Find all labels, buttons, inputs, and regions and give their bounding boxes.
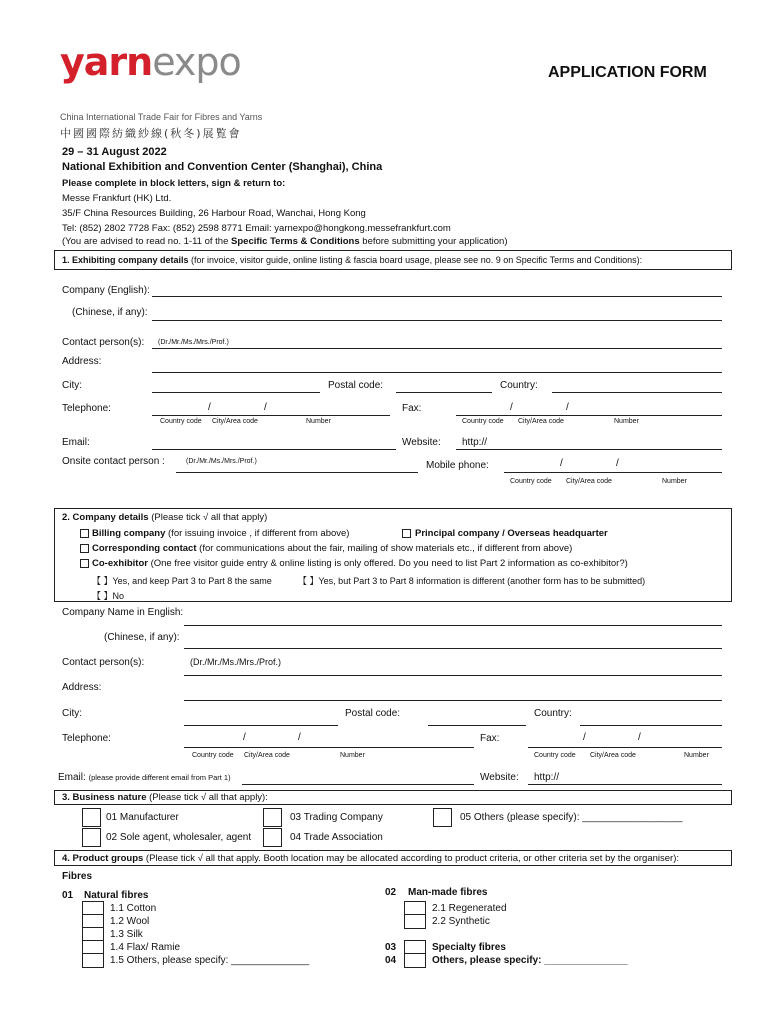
- s2-contact-label: Contact person(s):: [62, 657, 145, 668]
- s1-contact-label: Contact person(s):: [62, 337, 145, 348]
- hint-city-code: City/Area code: [590, 752, 636, 759]
- s2-title-options: (Dr./Mr./Ms./Mrs./Prof.): [190, 657, 281, 667]
- s1-onsite-field[interactable]: [176, 472, 418, 473]
- hint-country-code: Country code: [160, 418, 202, 425]
- s2-company-en-field[interactable]: [184, 625, 722, 626]
- divider: [82, 953, 104, 954]
- business-manufacturer-checkbox[interactable]: [82, 808, 101, 827]
- business-others-label: 05 Others (please specify): __________________: [460, 812, 683, 823]
- s1-mobile-label: Mobile phone:: [426, 460, 489, 471]
- corresponding-contact-label: Corresponding contact (for communications about the fair, mailing of show materials etc., if different from above): [92, 543, 573, 554]
- title-options: (Dr./Mr./Ms./Mrs./Prof.): [186, 458, 257, 465]
- product-regenerated[interactable]: 2.1 Regenerated: [432, 903, 507, 914]
- product-cotton[interactable]: 1.1 Cotton: [110, 903, 157, 914]
- s2-fax-label: Fax:: [480, 733, 500, 744]
- hint-number: Number: [684, 752, 709, 759]
- s1-onsite-label: Onsite contact person :: [62, 456, 165, 467]
- s2-website-field[interactable]: [528, 784, 722, 785]
- product-silk[interactable]: 1.3 Silk: [110, 929, 143, 940]
- s2-company-en-label: Company Name in English:: [62, 607, 184, 618]
- s2-fax-field[interactable]: [528, 747, 722, 748]
- business-association-label: 04 Trade Association: [290, 832, 383, 843]
- s2-website-prefix: http://: [534, 772, 560, 783]
- section2-title: 2. Company details (Please tick √ all that apply): [62, 512, 268, 523]
- section4-title: 4. Product groups (Please tick √ all that apply. Booth location may be allocated according to product criteria, or other criteria set by the organiser):: [62, 853, 680, 864]
- s2-city-label: City:: [62, 708, 82, 719]
- business-manufacturer-label: 01 Manufacturer: [106, 812, 179, 823]
- others-number: 04: [385, 955, 397, 966]
- slash: /: [264, 402, 267, 413]
- s2-country-label: Country:: [534, 708, 572, 719]
- hint-city-code: City/Area code: [566, 478, 612, 485]
- s1-company-en-field[interactable]: [152, 296, 722, 297]
- hint-city-code: City/Area code: [212, 418, 258, 425]
- s1-title-options: (Dr./Mr./Ms./Mrs./Prof.): [158, 339, 229, 346]
- s2-website-label: Website:: [480, 772, 519, 783]
- business-trading-checkbox[interactable]: [263, 808, 282, 827]
- s1-website-label: Website:: [402, 437, 441, 448]
- s1-company-cn-field[interactable]: [152, 320, 722, 321]
- billing-company-label: Billing company (for issuing invoice , if different from above): [92, 528, 350, 539]
- s2-company-cn-field[interactable]: [184, 648, 722, 649]
- organiser-name: Messe Frankfurt (HK) Ltd.: [62, 193, 172, 204]
- divider: [82, 914, 104, 915]
- s1-fax-label: Fax:: [402, 403, 422, 414]
- s2-email-label: Email: (please provide different email from Part 1): [58, 772, 231, 783]
- business-trading-label: 03 Trading Company: [290, 812, 383, 823]
- s1-city-label: City:: [62, 380, 82, 391]
- s1-country-field[interactable]: [552, 392, 722, 393]
- co-exhibitor-checkbox[interactable]: [80, 559, 89, 568]
- s2-country-field[interactable]: [580, 725, 722, 726]
- s2-city-field[interactable]: [184, 725, 338, 726]
- slash: /: [566, 402, 569, 413]
- s1-email-field[interactable]: [152, 449, 396, 450]
- slash: /: [510, 402, 513, 413]
- s1-mobile-field[interactable]: [504, 472, 722, 473]
- business-others-checkbox[interactable]: [433, 808, 452, 827]
- natural-fibres-checkbox-column: [82, 901, 104, 968]
- principal-company-label: Principal company / Overseas headquarter: [415, 528, 608, 539]
- billing-company-checkbox[interactable]: [80, 529, 89, 538]
- natural-fibres-heading: Natural fibres: [84, 890, 149, 901]
- s2-company-cn-label: (Chinese, if any):: [104, 632, 180, 643]
- hint-number: Number: [662, 478, 687, 485]
- fair-subtitle-cn: 中國國際紡織紗線(秋冬)展覧會: [60, 127, 242, 140]
- hint-country-code: Country code: [462, 418, 504, 425]
- s1-website-field[interactable]: [456, 449, 722, 450]
- divider: [404, 914, 426, 915]
- corresponding-contact-checkbox[interactable]: [80, 544, 89, 553]
- product-flax[interactable]: 1.4 Flax/ Ramie: [110, 942, 181, 953]
- specialty-checkbox-column: [404, 940, 426, 968]
- s1-company-cn-label: (Chinese, if any):: [72, 307, 148, 318]
- natural-fibres-number: 01: [62, 890, 74, 901]
- divider: [82, 927, 104, 928]
- s1-telephone-label: Telephone:: [62, 403, 111, 414]
- product-others[interactable]: Others, please specify: _______________: [432, 955, 628, 966]
- slash: /: [298, 732, 301, 743]
- s1-company-en-label: Company (English):: [62, 285, 150, 296]
- s1-city-field[interactable]: [152, 392, 320, 393]
- co-exhibitor-yes-different[interactable]: 【 】Yes, but Part 3 to Part 8 information is different (another form has to be submitted): [298, 576, 646, 586]
- hint-country-code: Country code: [510, 478, 552, 485]
- terms-advice: (You are advised to read no. 1-11 of the Specific Terms & Conditions before submitting your application): [62, 236, 508, 247]
- s1-address-label: Address:: [62, 356, 102, 367]
- s1-address-field[interactable]: [152, 372, 722, 373]
- s1-postal-field[interactable]: [396, 392, 492, 393]
- organiser-contact: Tel: (852) 2802 7728 Fax: (852) 2598 8771 Email: yarnexpo@hongkong.messefrankfurt.com: [62, 223, 451, 234]
- return-instruction: Please complete in block letters, sign & return to:: [62, 178, 286, 189]
- slash: /: [638, 732, 641, 743]
- s1-country-label: Country:: [500, 380, 538, 391]
- yarnexpo-logo: yarnexpo: [60, 40, 241, 84]
- product-synthetic[interactable]: 2.2 Synthetic: [432, 916, 490, 927]
- divider: [82, 940, 104, 941]
- business-association-checkbox[interactable]: [263, 828, 282, 847]
- hint-number: Number: [306, 418, 331, 425]
- product-specialty[interactable]: Specialty fibres: [432, 942, 506, 953]
- product-wool[interactable]: 1.2 Wool: [110, 916, 150, 927]
- s2-email-field[interactable]: [242, 784, 474, 785]
- slash: /: [616, 458, 619, 469]
- co-exhibitor-yes-same[interactable]: 【 】Yes, and keep Part 3 to Part 8 the same: [92, 576, 272, 586]
- hint-country-code: Country code: [534, 752, 576, 759]
- slash: /: [583, 732, 586, 743]
- s2-telephone-label: Telephone:: [62, 733, 111, 744]
- s1-website-prefix: http://: [462, 437, 488, 448]
- hint-city-code: City/Area code: [244, 752, 290, 759]
- section3-title: 3. Business nature (Please tick √ all that apply):: [62, 792, 268, 803]
- s1-contact-field[interactable]: [152, 348, 722, 349]
- form-title: APPLICATION FORM: [548, 64, 707, 81]
- fair-venue: National Exhibition and Convention Center (Shanghai), China: [62, 161, 383, 173]
- manmade-checkbox-column: [404, 901, 426, 929]
- s1-email-label: Email:: [62, 437, 90, 448]
- s2-contact-field[interactable]: [184, 675, 722, 676]
- co-exhibitor-label: Co-exhibitor (One free visitor guide entry & online listing is only offered. Do you need to list Part 2 information as co-exhibitor?): [92, 558, 628, 569]
- slash: /: [560, 458, 563, 469]
- hint-city-code: City/Area code: [518, 418, 564, 425]
- principal-company-checkbox[interactable]: [402, 529, 411, 538]
- s1-telephone-field[interactable]: [152, 415, 390, 416]
- s2-postal-field[interactable]: [428, 725, 526, 726]
- hint-number: Number: [614, 418, 639, 425]
- s2-address-field[interactable]: [184, 700, 722, 701]
- fibres-heading: Fibres: [62, 871, 93, 882]
- s2-telephone-field[interactable]: [184, 747, 474, 748]
- business-agent-label: 02 Sole agent, wholesaler, agent: [106, 832, 252, 843]
- manmade-fibres-number: 02: [385, 887, 397, 898]
- hint-country-code: Country code: [192, 752, 234, 759]
- business-agent-checkbox[interactable]: [82, 828, 101, 847]
- organiser-address: 35/F China Resources Building, 26 Harbour Road, Wanchai, Hong Kong: [62, 208, 366, 219]
- manmade-fibres-heading: Man-made fibres: [408, 887, 488, 898]
- fair-subtitle-en: China International Trade Fair for Fibres and Yarns: [60, 112, 263, 122]
- divider: [404, 953, 426, 954]
- section1-title: 1. Exhibiting company details (for invoice, visitor guide, online listing & fascia board usage, please see no. 9 on Specific Terms and Conditions):: [62, 255, 643, 265]
- specialty-number: 03: [385, 942, 397, 953]
- s2-address-label: Address:: [62, 682, 102, 693]
- s1-fax-field[interactable]: [456, 415, 722, 416]
- fair-dates: 29 – 31 August 2022: [62, 146, 167, 158]
- s2-postal-label: Postal code:: [345, 708, 401, 719]
- hint-number: Number: [340, 752, 365, 759]
- co-exhibitor-no[interactable]: 【 】No: [92, 591, 125, 601]
- s1-postal-label: Postal code:: [328, 380, 384, 391]
- slash: /: [208, 402, 211, 413]
- product-other-natural[interactable]: 1.5 Others, please specify: ______________: [110, 955, 310, 966]
- slash: /: [243, 732, 246, 743]
